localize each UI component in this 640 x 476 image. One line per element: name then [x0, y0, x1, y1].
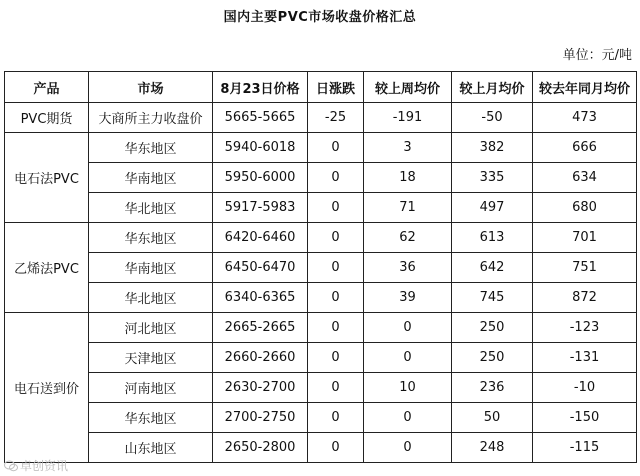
- market-cell: 大商所主力收盘价: [89, 103, 213, 133]
- column-header: 较去年同月均价: [533, 72, 637, 103]
- value-cell: 5940-6018: [213, 133, 308, 163]
- value-cell: 0: [308, 343, 364, 373]
- table-row: [5, 403, 637, 433]
- table-row: [5, 223, 637, 253]
- value-cell: 2665-2665: [213, 313, 308, 343]
- value-cell: -131: [533, 343, 637, 373]
- value-cell: 0: [308, 193, 364, 223]
- product-cell: 乙烯法PVC: [5, 223, 89, 313]
- value-cell: 751: [533, 253, 637, 283]
- market-cell: 华东地区: [89, 133, 213, 163]
- table-row: [5, 283, 637, 313]
- value-cell: -50: [452, 103, 533, 133]
- table-header-row: [5, 72, 637, 103]
- table-row: [5, 253, 637, 283]
- value-cell: 745: [452, 283, 533, 313]
- value-cell: 0: [308, 373, 364, 403]
- market-cell: 山东地区: [89, 433, 213, 463]
- column-header: 较上月均价: [452, 72, 533, 103]
- value-cell: 0: [364, 403, 452, 433]
- market-cell: 华南地区: [89, 163, 213, 193]
- value-cell: 2630-2700: [213, 373, 308, 403]
- value-cell: 3: [364, 133, 452, 163]
- value-cell: 250: [452, 313, 533, 343]
- market-cell: 华北地区: [89, 193, 213, 223]
- table-row: [5, 343, 637, 373]
- value-cell: -10: [533, 373, 637, 403]
- value-cell: 634: [533, 163, 637, 193]
- value-cell: 0: [308, 403, 364, 433]
- value-cell: 613: [452, 223, 533, 253]
- market-cell: 天津地区: [89, 343, 213, 373]
- value-cell: 2650-2800: [213, 433, 308, 463]
- value-cell: 382: [452, 133, 533, 163]
- value-cell: 5917-5983: [213, 193, 308, 223]
- value-cell: 0: [364, 313, 452, 343]
- value-cell: 18: [364, 163, 452, 193]
- table-row: [5, 193, 637, 223]
- value-cell: 50: [452, 403, 533, 433]
- value-cell: 335: [452, 163, 533, 193]
- column-header: 8月23日价格: [213, 72, 308, 103]
- column-header: 较上周均价: [364, 72, 452, 103]
- value-cell: 5950-6000: [213, 163, 308, 193]
- column-header: 产品: [5, 72, 89, 103]
- value-cell: 0: [308, 133, 364, 163]
- watermark: [4, 457, 68, 474]
- table-row: [5, 373, 637, 403]
- product-cell: PVC期货: [5, 103, 89, 133]
- market-cell: 华东地区: [89, 223, 213, 253]
- value-cell: 248: [452, 433, 533, 463]
- value-cell: 0: [308, 223, 364, 253]
- value-cell: -115: [533, 433, 637, 463]
- table-row: [5, 133, 637, 163]
- value-cell: 0: [364, 343, 452, 373]
- product-cell: 电石送到价: [5, 313, 89, 463]
- value-cell: 6420-6460: [213, 223, 308, 253]
- value-cell: 2660-2660: [213, 343, 308, 373]
- value-cell: 680: [533, 193, 637, 223]
- value-cell: 0: [364, 433, 452, 463]
- table-row: [5, 313, 637, 343]
- value-cell: 642: [452, 253, 533, 283]
- value-cell: 39: [364, 283, 452, 313]
- market-cell: 河北地区: [89, 313, 213, 343]
- value-cell: 10: [364, 373, 452, 403]
- wechat-icon: [4, 460, 18, 472]
- table-row: [5, 163, 637, 193]
- column-header: 日涨跌: [308, 72, 364, 103]
- value-cell: 2700-2750: [213, 403, 308, 433]
- market-cell: 华南地区: [89, 253, 213, 283]
- page-title: 国内主要PVC市场收盘价格汇总: [223, 10, 417, 25]
- value-cell: 5665-5665: [213, 103, 308, 133]
- column-header: 市场: [89, 72, 213, 103]
- value-cell: 0: [308, 313, 364, 343]
- value-cell: 872: [533, 283, 637, 313]
- value-cell: 62: [364, 223, 452, 253]
- value-cell: 0: [308, 283, 364, 313]
- value-cell: 0: [308, 163, 364, 193]
- market-cell: 华北地区: [89, 283, 213, 313]
- value-cell: 666: [533, 133, 637, 163]
- table-row: [5, 433, 637, 463]
- value-cell: 497: [452, 193, 533, 223]
- value-cell: 701: [533, 223, 637, 253]
- price-table: [4, 71, 637, 463]
- watermark-text: 卓创资讯: [20, 459, 69, 473]
- table-row: [5, 103, 637, 133]
- value-cell: 0: [308, 433, 364, 463]
- value-cell: -25: [308, 103, 364, 133]
- value-cell: 473: [533, 103, 637, 133]
- market-cell: 华东地区: [89, 403, 213, 433]
- value-cell: 236: [452, 373, 533, 403]
- value-cell: 250: [452, 343, 533, 373]
- value-cell: 0: [308, 253, 364, 283]
- value-cell: -150: [533, 403, 637, 433]
- value-cell: 6340-6365: [213, 283, 308, 313]
- value-cell: 71: [364, 193, 452, 223]
- value-cell: -191: [364, 103, 452, 133]
- value-cell: 6450-6470: [213, 253, 308, 283]
- value-cell: 36: [364, 253, 452, 283]
- unit-label: 单位：元/吨: [562, 48, 632, 63]
- market-cell: 河南地区: [89, 373, 213, 403]
- value-cell: -123: [533, 313, 637, 343]
- product-cell: 电石法PVC: [5, 133, 89, 223]
